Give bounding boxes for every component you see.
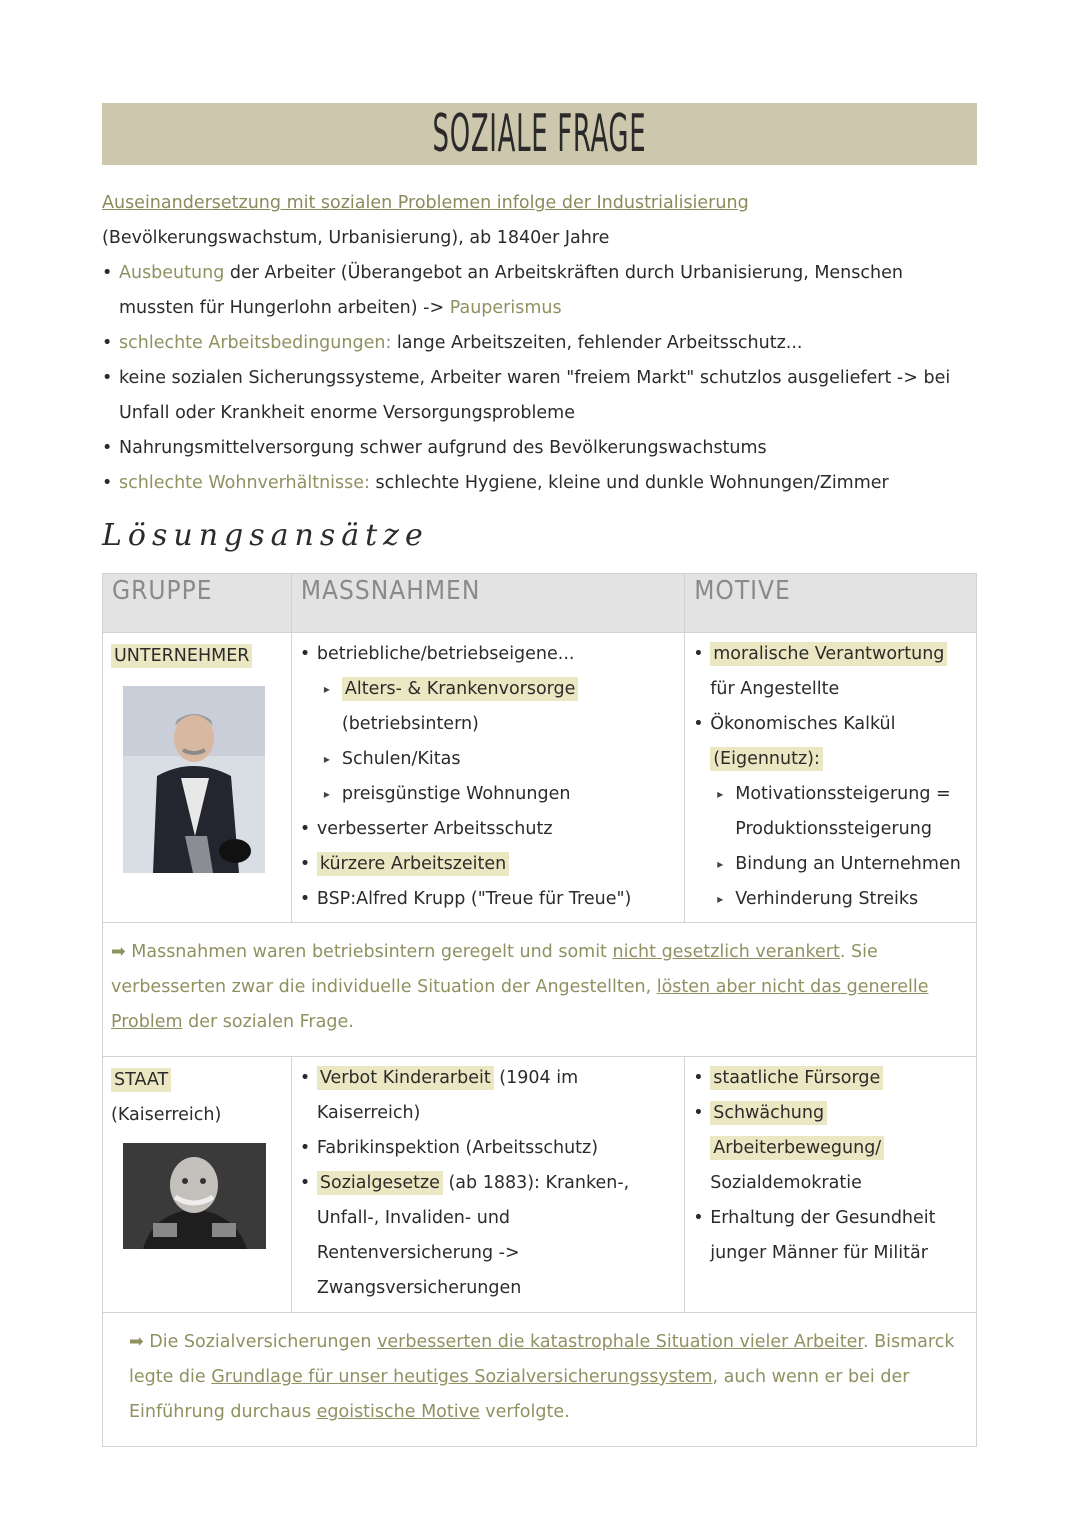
item-text: der Arbeiter (Überangebot an Arbeitskräften durch Urbanisierung, Menschen mussten für Hungerlohn arbeiten) -> (119, 263, 903, 318)
arrow-icon: ➡ (129, 1332, 144, 1352)
highlight-text: kürzere Arbeitszeiten (317, 852, 509, 876)
measure-subitem: ▸ Schulen/Kitas (300, 742, 678, 777)
highlight-text: (Eigennutz): (710, 747, 823, 771)
conclusion-text: verfolgte. (479, 1402, 570, 1422)
motive-item (693, 1096, 970, 1131)
highlight-text: Arbeiterbewegung/ (710, 1136, 884, 1160)
list-item (102, 431, 982, 466)
motive-item-cont (693, 742, 970, 777)
measure-item-cont: Zwangsversicherungen (316, 1278, 522, 1298)
motive-item-cont (693, 1131, 970, 1166)
highlight-text: Alters- & Krankenvorsorge (342, 677, 579, 701)
item-text: (1904 im (493, 1068, 579, 1088)
item-text: (ab 1883): Kranken-, (442, 1173, 630, 1193)
motive-item (693, 637, 970, 672)
measure-item-cont: Rentenversicherung -> (316, 1243, 520, 1263)
highlight-text: Verbot Kinderarbeit (317, 1066, 494, 1090)
list-item (102, 326, 982, 361)
intro-heading: Auseinandersetzung mit sozialen Problemen infolge der Industrialisierung (102, 193, 749, 213)
motive-item: • Ökonomisches Kalkül (693, 707, 970, 742)
intro-section (102, 186, 982, 501)
underlined-text: Grundlage für unser heutiges Sozialversicherungssystem (211, 1367, 713, 1387)
key-term: Pauperismus (449, 298, 562, 318)
motive-item-cont: für Angestellte (710, 679, 840, 699)
motive-subitem: ▸ Motivationssteigerung = (693, 777, 970, 812)
group-staat: STAAT (111, 1068, 171, 1092)
portrait-staat (123, 1143, 266, 1249)
measure-item: • verbesserter Arbeitsschutz (300, 812, 678, 847)
conclusion-staat (103, 1313, 976, 1446)
arrow-icon: ➡ (111, 942, 126, 962)
measure-item-cont: Unfall-, Invaliden- und (316, 1208, 511, 1228)
underlined-text: lösten aber nicht das generelle Problem (111, 977, 929, 1032)
intro-subline: (Bevölkerungswachstum, Urbanisierung), ab 1840er Jahre (102, 228, 610, 248)
item-text: Nahrungsmittelversorgung schwer aufgrund des Bevölkerungswachstums (119, 438, 767, 458)
highlight-text: Sozialgesetze (317, 1171, 443, 1195)
conclusion-text: Massnahmen waren betriebsintern geregelt und somit (131, 942, 613, 962)
measure-subitem: ▸ preisgünstige Wohnungen (300, 777, 678, 812)
group-unternehmer: UNTERNEHMER (111, 644, 252, 668)
motive-subitem: ▸ Bindung an Unternehmen (693, 847, 970, 882)
conclusion-text: , auch wenn er bei der Einführung durchaus (129, 1367, 910, 1422)
motive-subitem: ▸ Verhinderung Streiks (693, 882, 970, 917)
header-massnahmen: MASSNAHMEN (291, 574, 684, 633)
section-title: Lösungsansätze (102, 518, 429, 553)
list-item (102, 466, 982, 501)
item-text: schlechte Hygiene, kleine und dunkle Wohnungen/Zimmer (369, 473, 889, 493)
measure-item (300, 847, 678, 882)
portrait-unternehmer (123, 686, 265, 873)
header-motive: MOTIVE (685, 574, 977, 633)
measure-subitem-cont: (betriebsintern) (341, 714, 479, 734)
list-item (102, 361, 982, 431)
motive-item-cont: Sozialdemokratie (710, 1173, 862, 1193)
underlined-text: egoistische Motive (316, 1402, 480, 1422)
conclusion-text: Die Sozialversicherungen (149, 1332, 378, 1352)
measure-subitem (300, 672, 678, 707)
motive-item-cont: junger Männer für Militär (710, 1243, 928, 1263)
motive-subitem-cont: Produktionssteigerung (735, 819, 932, 839)
item-text: keine sozialen Sicherungssysteme, Arbeiter waren "freiem Markt" schutzlos ausgeliefert -> bei Unfall oder Krankheit enorme Versorgungsprobleme (119, 368, 951, 423)
key-term: schlechte Arbeitsbedingungen: (119, 333, 392, 353)
highlight-text: Schwächung (710, 1101, 827, 1125)
problem-list (102, 256, 982, 501)
solutions-table (102, 573, 977, 1447)
measure-item-cont: Kaiserreich) (316, 1103, 421, 1123)
key-term: Ausbeutung (119, 263, 225, 283)
page-title: SOZIALE FRAGE (432, 104, 647, 164)
underlined-text: nicht gesetzlich verankert (612, 942, 840, 962)
underlined-text: verbesserten die katastrophale Situation vieler Arbeiter (377, 1332, 864, 1352)
measure-item: • BSP:Alfred Krupp ("Treue für Treue") (300, 882, 678, 917)
highlight-text: moralische Verantwortung (710, 642, 947, 666)
measure-item: • Fabrikinspektion (Arbeitsschutz) (300, 1131, 678, 1166)
conclusion-unternehmer (103, 923, 976, 1056)
motive-item (693, 1061, 970, 1096)
list-item (102, 256, 982, 326)
group-staat-sub: (Kaiserreich) (111, 1105, 222, 1125)
conclusion-text: der sozialen Frage. (182, 1012, 354, 1032)
item-text: lange Arbeitszeiten, fehlender Arbeitsschutz... (391, 333, 803, 353)
measure-item (300, 1061, 678, 1096)
conclusion-text: . Bismarck legte die (129, 1332, 955, 1387)
measure-item: • betriebliche/betriebseigene... (300, 637, 678, 672)
title-banner (102, 103, 977, 165)
measure-item (300, 1166, 678, 1201)
motive-item: • Erhaltung der Gesundheit (693, 1201, 970, 1236)
conclusion-text: . Sie verbesserten zwar die individuelle Situation der Angestellten, (111, 942, 878, 997)
header-gruppe: GRUPPE (103, 574, 292, 633)
highlight-text: staatliche Fürsorge (710, 1066, 883, 1090)
key-term: schlechte Wohnverhältnisse: (119, 473, 370, 493)
